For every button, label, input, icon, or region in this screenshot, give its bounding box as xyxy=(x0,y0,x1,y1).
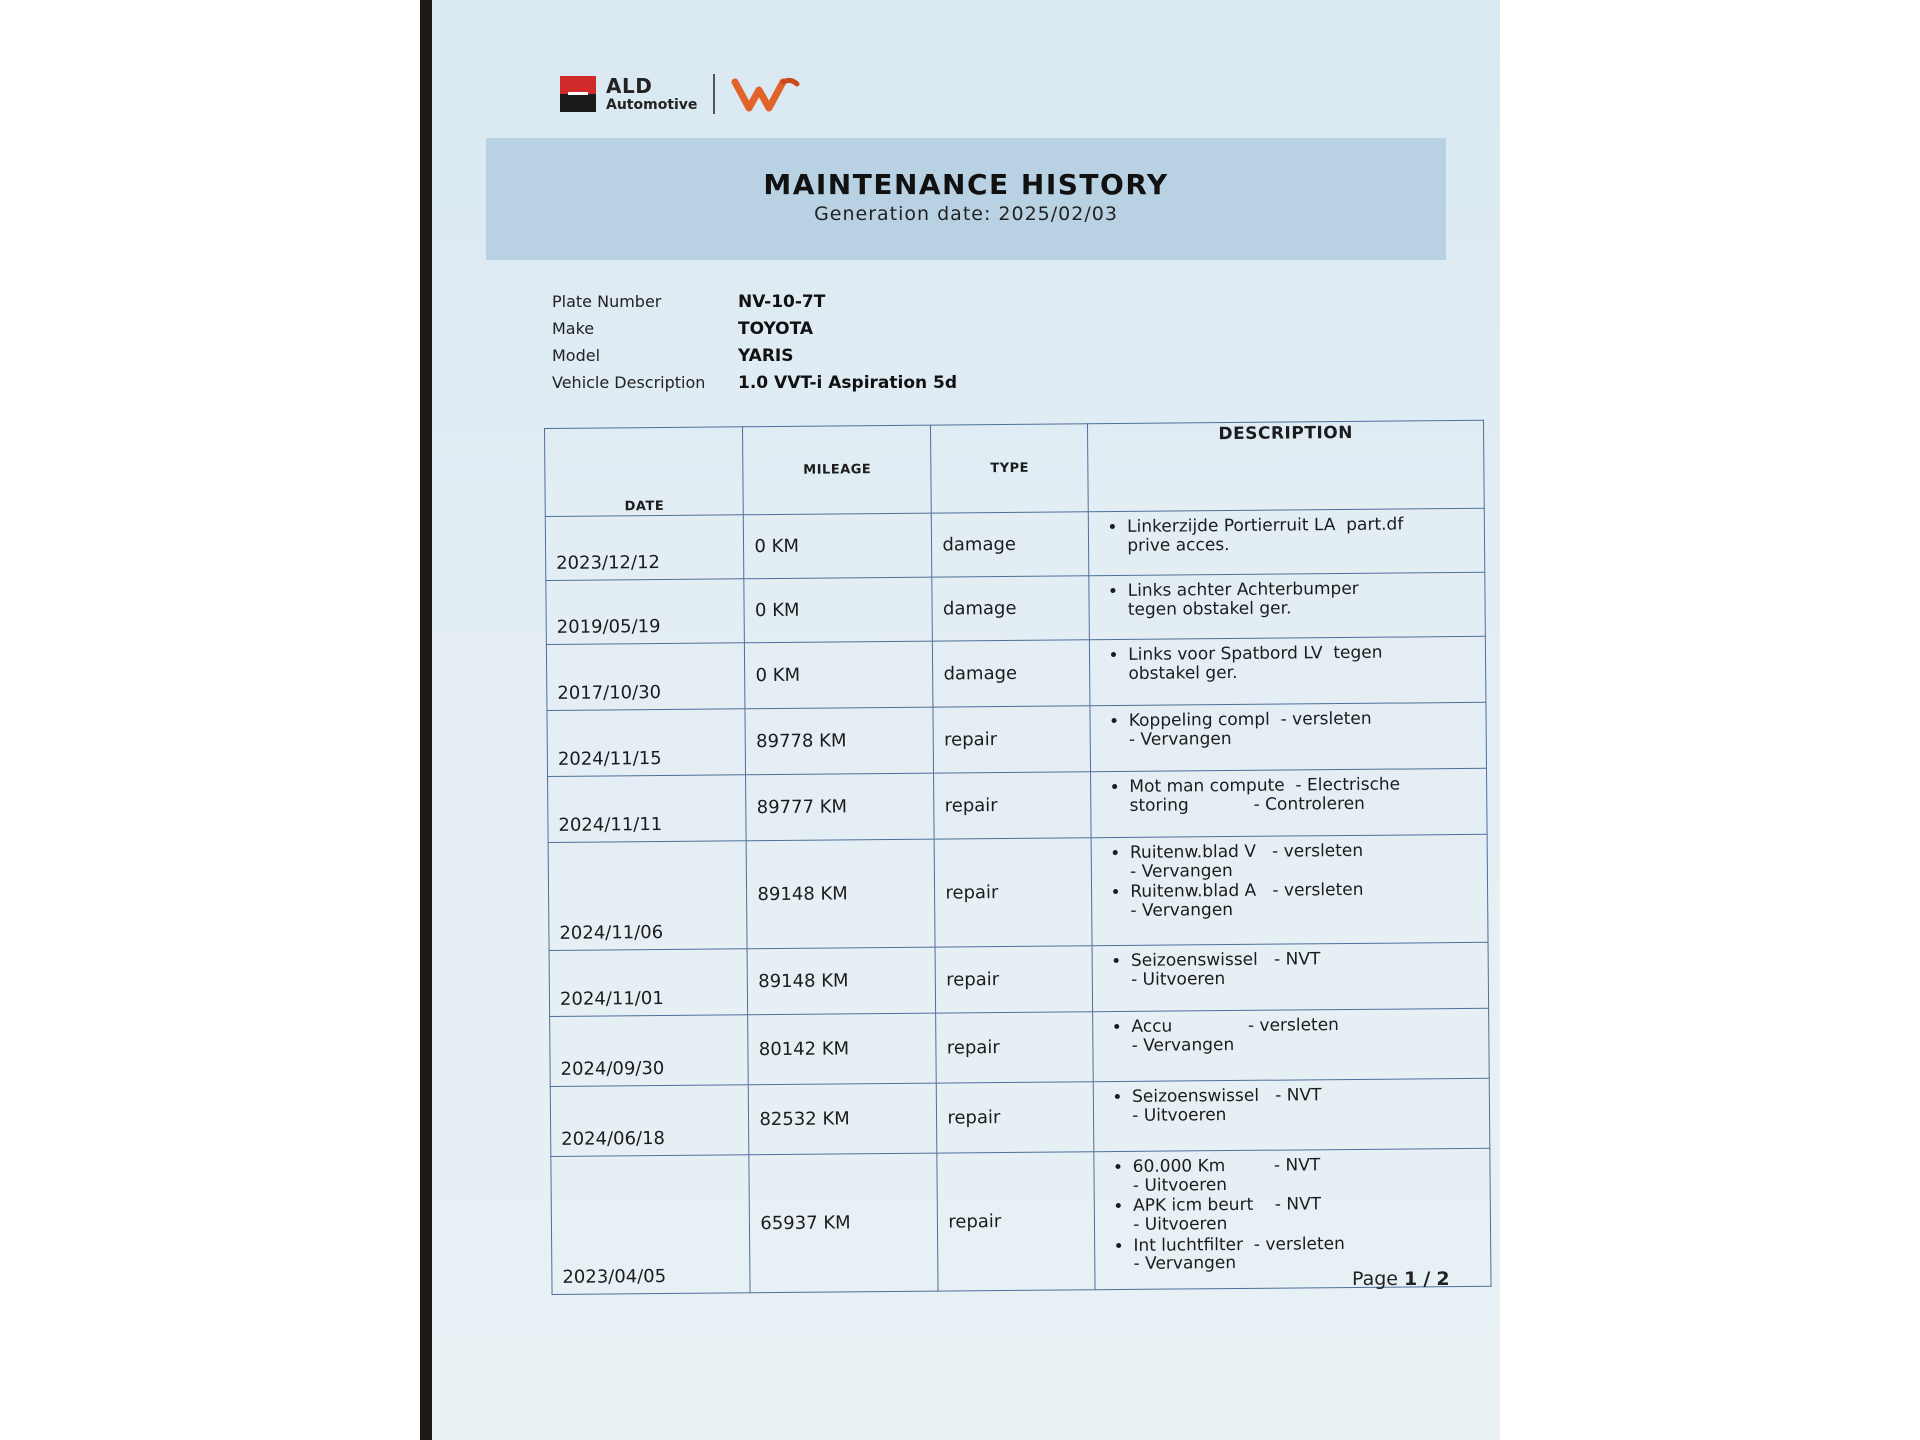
description-line: • APK icm beurt - NVT xyxy=(1132,1194,1322,1217)
description-line: • Seizoenswissel - NVT xyxy=(1130,949,1321,971)
description-item xyxy=(1130,880,1477,920)
cell-type: repair xyxy=(933,706,1090,773)
description-line: • Int luchtfilter - versleten xyxy=(1133,1233,1345,1256)
description-line: • 60.000 Km - NVT xyxy=(1132,1155,1321,1177)
cell-date: 2023/04/05 xyxy=(551,1155,751,1295)
table-row xyxy=(546,636,1486,710)
cell-description xyxy=(1088,508,1484,575)
cell-description xyxy=(1093,1008,1489,1081)
description-line: tegen obstakel ger. xyxy=(1127,598,1292,620)
description-item xyxy=(1128,579,1475,619)
ald-logo-icon xyxy=(560,76,596,112)
description-item xyxy=(1130,841,1477,881)
table-row xyxy=(548,768,1488,842)
cell-date: 2024/11/06 xyxy=(548,841,747,951)
generation-date: Generation date: 2025/02/03 xyxy=(814,203,1118,225)
cell-description xyxy=(1089,572,1485,639)
cell-mileage: 0 KM xyxy=(744,577,933,643)
description-list xyxy=(1100,579,1475,620)
description-line: prive acces. xyxy=(1127,534,1230,556)
description-line: storing - Controleren xyxy=(1129,793,1365,816)
description-item xyxy=(1133,1194,1480,1234)
table-row xyxy=(546,572,1486,644)
cell-description xyxy=(1091,768,1487,837)
info-label: Model xyxy=(552,346,601,365)
cell-mileage: 65937 KM xyxy=(749,1153,938,1293)
page-total: 2 xyxy=(1436,1268,1450,1290)
description-list xyxy=(1102,841,1477,921)
info-value: TOYOTA xyxy=(738,318,814,339)
page-title: MAINTENANCE HISTORY xyxy=(763,168,1169,201)
cell-type: repair xyxy=(935,946,1092,1013)
table-header-row xyxy=(545,420,1485,516)
description-item xyxy=(1131,949,1478,989)
description-line: - Uitvoeren xyxy=(1133,1214,1228,1235)
page-current: 1 xyxy=(1404,1268,1418,1290)
description-line: - Uitvoeren xyxy=(1130,968,1226,990)
description-line: • Links achter Achterbumper xyxy=(1127,578,1359,601)
description-line: - Uitvoeren xyxy=(1132,1174,1228,1196)
cell-type: repair xyxy=(936,1012,1093,1083)
cell-date: 2024/11/11 xyxy=(548,775,747,843)
cell-mileage: 82532 KM xyxy=(749,1083,938,1155)
description-item xyxy=(1133,1155,1480,1195)
description-list xyxy=(1101,709,1476,750)
description-line: - Vervangen xyxy=(1128,728,1232,750)
description-line: • Linkerzijde Portierruit LA part.df xyxy=(1127,514,1404,537)
cell-description xyxy=(1092,942,1488,1011)
info-label: Make xyxy=(552,319,595,338)
cell-mileage: 89777 KM xyxy=(746,773,935,841)
cell-mileage: 80142 KM xyxy=(748,1013,937,1085)
page-label: Page xyxy=(1352,1268,1398,1290)
description-line: • Accu - versleten xyxy=(1131,1015,1339,1037)
description-list xyxy=(1100,643,1475,684)
info-value: 1.0 VVT-i Aspiration 5d xyxy=(738,372,958,393)
cell-description xyxy=(1090,636,1486,705)
cell-mileage: 0 KM xyxy=(744,513,933,579)
info-label: Vehicle Description xyxy=(552,373,706,392)
cell-mileage: 89778 KM xyxy=(745,707,934,775)
description-line: - Vervangen xyxy=(1131,1034,1235,1056)
cell-date: 2024/11/15 xyxy=(547,709,746,777)
info-row xyxy=(552,288,957,315)
cell-type: damage xyxy=(933,640,1090,707)
description-line: - Vervangen xyxy=(1130,900,1234,921)
description-line: - Vervangen xyxy=(1130,860,1233,882)
cell-date: 2023/12/12 xyxy=(545,515,744,581)
description-item xyxy=(1128,643,1475,683)
description-item xyxy=(1127,515,1474,555)
table-row xyxy=(551,1148,1491,1294)
logo-divider xyxy=(713,74,715,114)
vehicle-info xyxy=(552,288,957,396)
cell-date: 2019/05/19 xyxy=(546,579,745,645)
cell-type: damage xyxy=(932,576,1089,641)
logo-row xyxy=(560,72,801,116)
table-row xyxy=(549,942,1489,1016)
cell-mileage: 89148 KM xyxy=(747,947,936,1015)
document-page xyxy=(432,0,1500,1440)
description-line: • Koppeling compl - versleten xyxy=(1128,708,1372,731)
page-number xyxy=(1352,1268,1450,1290)
table-row xyxy=(548,834,1488,950)
description-item xyxy=(1131,1015,1478,1055)
description-list xyxy=(1103,949,1478,990)
table-row xyxy=(550,1078,1490,1156)
description-line: obstakel ger. xyxy=(1128,662,1238,684)
cell-type: damage xyxy=(932,512,1089,577)
cell-mileage: 0 KM xyxy=(745,641,934,709)
leaseplan-logo-icon xyxy=(731,74,801,114)
page-separator: / xyxy=(1423,1268,1431,1290)
info-value: NV-10-7T xyxy=(738,291,826,312)
description-item xyxy=(1132,1085,1479,1125)
info-row xyxy=(552,369,957,396)
cell-date: 2017/10/30 xyxy=(546,643,745,711)
cell-description xyxy=(1090,702,1486,771)
info-label: Plate Number xyxy=(552,292,662,311)
ald-logo-text xyxy=(606,76,697,112)
description-line: • Seizoenswissel - NVT xyxy=(1132,1085,1322,1107)
table-row xyxy=(547,702,1487,776)
description-line: - Uitvoeren xyxy=(1132,1104,1227,1126)
info-row xyxy=(552,315,957,342)
table-row xyxy=(550,1008,1490,1086)
table-row xyxy=(545,508,1485,580)
description-line: • Ruitenw.blad A - versleten xyxy=(1130,880,1364,903)
description-line: • Links voor Spatbord LV tegen xyxy=(1128,642,1383,665)
column-header-mileage: MILEAGE xyxy=(743,425,932,515)
logo-line1: ALD xyxy=(606,74,653,98)
cell-type: repair xyxy=(934,838,1092,947)
cell-description xyxy=(1091,834,1488,945)
column-header-type: TYPE xyxy=(931,424,1089,513)
description-list xyxy=(1101,775,1476,816)
description-list xyxy=(1105,1155,1481,1274)
maintenance-table xyxy=(544,420,1492,1295)
column-header-description: DESCRIPTION xyxy=(1088,420,1485,511)
table-body xyxy=(545,508,1491,1294)
cell-mileage: 89148 KM xyxy=(747,839,936,949)
description-list xyxy=(1099,515,1474,556)
cell-type: repair xyxy=(934,772,1091,839)
cell-description xyxy=(1093,1078,1489,1151)
cell-date: 2024/09/30 xyxy=(550,1015,749,1087)
description-item xyxy=(1129,709,1476,749)
description-line: - Vervangen xyxy=(1133,1253,1237,1275)
column-header-date: DATE xyxy=(545,427,744,517)
description-list xyxy=(1103,1015,1478,1056)
cell-type: repair xyxy=(937,1152,1095,1291)
description-line: • Ruitenw.blad V - versleten xyxy=(1129,840,1364,863)
description-item xyxy=(1129,775,1476,815)
logo-line2: Automotive xyxy=(606,97,698,113)
info-value: YARIS xyxy=(738,345,794,366)
info-row xyxy=(552,342,957,369)
title-band xyxy=(486,138,1446,260)
description-list xyxy=(1104,1085,1479,1126)
cell-date: 2024/11/01 xyxy=(549,949,748,1017)
cell-type: repair xyxy=(937,1082,1094,1153)
description-line: • Mot man compute - Electrische xyxy=(1129,774,1401,797)
cell-date: 2024/06/18 xyxy=(550,1085,749,1157)
